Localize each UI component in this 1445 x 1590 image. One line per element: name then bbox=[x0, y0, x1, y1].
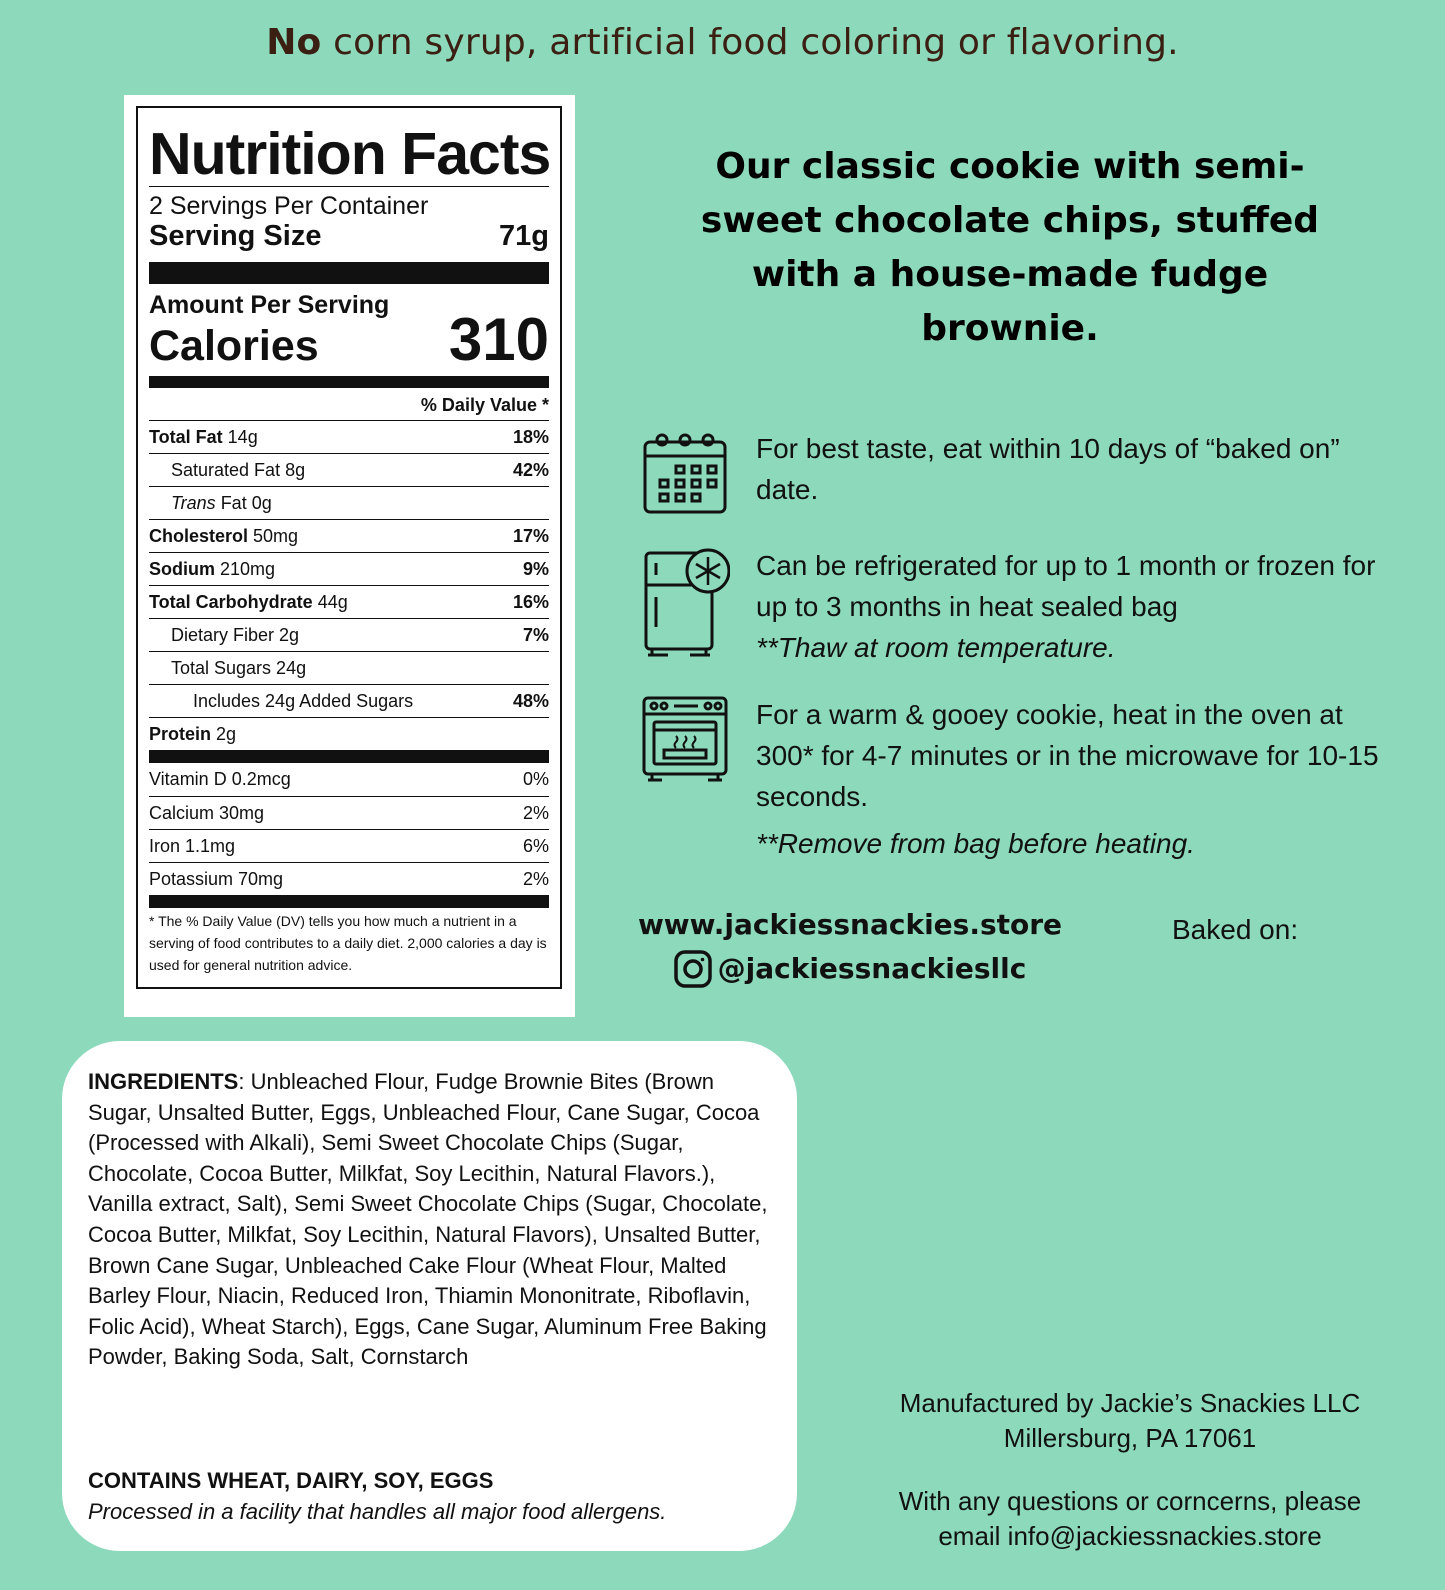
servings-per-container: 2 Servings Per Container bbox=[149, 192, 429, 220]
oven-icon bbox=[640, 694, 730, 784]
serving-size-label: Serving Size bbox=[149, 220, 322, 252]
row-potassium: Potassium 70mg 2% bbox=[149, 862, 549, 895]
footnote-divider bbox=[149, 895, 549, 908]
row-vitamin-d: Vitamin D 0.2mcg 0% bbox=[149, 769, 549, 789]
vitamin-divider bbox=[149, 750, 549, 763]
row-total-sugars: Total Sugars 24g bbox=[149, 651, 549, 684]
nutrition-facts-label bbox=[136, 106, 562, 989]
ingredients-panel bbox=[62, 1041, 797, 1551]
heating-text: For a warm & gooey cookie, heat in the oven at 300* for 4-7 minutes or in the microwave for 10-15 seconds. **Remove from bag before heating. bbox=[756, 694, 1396, 864]
ingredients-text: INGREDIENTS: Unbleached Flour, Fudge Brownie Bites (Brown Sugar, Unsalted Butter, Eggs, Unbleached Flour, Cane Sugar, Cocoa (Processed with Alkali), Semi Sweet Chocolate Chips (Sugar, Chocolate, Cocoa Butter, Milkfat, Soy Lecithin, Natural Flavors.), Vanilla extract, Salt), Semi Sweet Chocolate Chips (Sugar, Chocolate, Cocoa Butter, Milkfat, Soy Lecithin, Natural Flavors), Unsalted Butter, Brown Cane Sugar, Unbleached Cake Flour (Wheat Flour, Malted Barley Flour, Niacin, Reduced Iron, Thiamin Mononitrate, Riboflavin, Folic Acid), Wheat Starch), Eggs, Cane Sugar, Aluminum Free Baking Powder, Baking Soda, Salt, Cornstarch bbox=[88, 1069, 768, 1370]
amount-per-serving: Amount Per Serving bbox=[149, 291, 390, 319]
heating-note: **Remove from bag before heating. bbox=[756, 828, 1195, 859]
tagline-rest: corn syrup, artificial food coloring or flavoring. bbox=[321, 22, 1179, 63]
row-total-carbohydrate: Total Carbohydrate 44g 16% bbox=[149, 585, 549, 618]
tagline bbox=[0, 22, 1445, 63]
best-taste-text: For best taste, eat within 10 days of “baked on” date. bbox=[756, 433, 1340, 505]
calendar-icon bbox=[640, 428, 730, 518]
row-trans-fat: Trans Fat 0g bbox=[149, 486, 549, 519]
thick-divider bbox=[149, 262, 549, 284]
row-sodium: Sodium 210mg 9% bbox=[149, 552, 549, 585]
storage-text: Can be refrigerated for up to 1 month or frozen for up to 3 months in heat sealed bag **Thaw at room temperature. bbox=[756, 550, 1376, 663]
manufacturer-info: Manufactured by Jackie’s Snackies LLC Millersburg, PA 17061 bbox=[899, 1388, 1361, 1453]
row-total-fat: Total Fat 14g 18% bbox=[149, 420, 549, 453]
row-protein: Protein 2g bbox=[149, 717, 549, 750]
serving-size bbox=[149, 221, 549, 251]
serving-size-value: 71g bbox=[499, 220, 549, 252]
instagram-text: @jackiessnackiesllc bbox=[717, 952, 1027, 985]
row-cholesterol: Cholesterol 50mg 17% bbox=[149, 519, 549, 552]
ingredients-label: INGREDIENTS bbox=[88, 1069, 239, 1094]
contact-email[interactable]: email info@jackiessnackies.store bbox=[938, 1521, 1322, 1551]
row-iron: Iron 1.1mg 6% bbox=[149, 829, 549, 862]
medium-divider bbox=[149, 376, 549, 388]
instagram-handle[interactable] bbox=[674, 949, 1027, 989]
contact-links bbox=[630, 905, 1070, 999]
storage-note: **Thaw at room temperature. bbox=[756, 632, 1116, 663]
product-headline: Our classic cookie with semi-sweet chocolate chips, stuffed with a house-made fudge brownie. bbox=[700, 146, 1320, 349]
daily-value-header: % Daily Value * bbox=[420, 395, 549, 415]
baked-on-label: Baked on: bbox=[1172, 914, 1299, 945]
row-added-sugars: Includes 24g Added Sugars 48% bbox=[149, 684, 549, 717]
tagline-bold: No bbox=[266, 22, 322, 63]
daily-value-footnote: * The % Daily Value (DV) tells you how much a nutrient in a serving of food contributes to a daily diet. 2,000 calories a day is used for general nutrition advice. bbox=[149, 913, 547, 973]
calories-value: 310 bbox=[448, 306, 549, 373]
nutrition-title: Nutrition Facts bbox=[149, 121, 551, 187]
fridge-snowflake-icon bbox=[640, 545, 730, 665]
row-dietary-fiber: Dietary Fiber 2g 7% bbox=[149, 618, 549, 651]
row-calcium: Calcium 30mg 2% bbox=[149, 796, 549, 829]
instagram-icon bbox=[674, 950, 712, 988]
calories-label: Calories bbox=[149, 322, 319, 370]
website-link[interactable]: www.jackiessnackies.store bbox=[637, 908, 1063, 941]
allergen-facility: Processed in a facility that handles all major food allergens. bbox=[88, 1499, 667, 1524]
questions-contact: With any questions or corncerns, please email info@jackiessnackies.store bbox=[870, 1484, 1390, 1554]
row-saturated-fat: Saturated Fat 8g 42% bbox=[149, 453, 549, 486]
calories-row bbox=[149, 306, 549, 373]
allergen-contains: CONTAINS WHEAT, DAIRY, SOY, EGGS bbox=[88, 1468, 494, 1493]
